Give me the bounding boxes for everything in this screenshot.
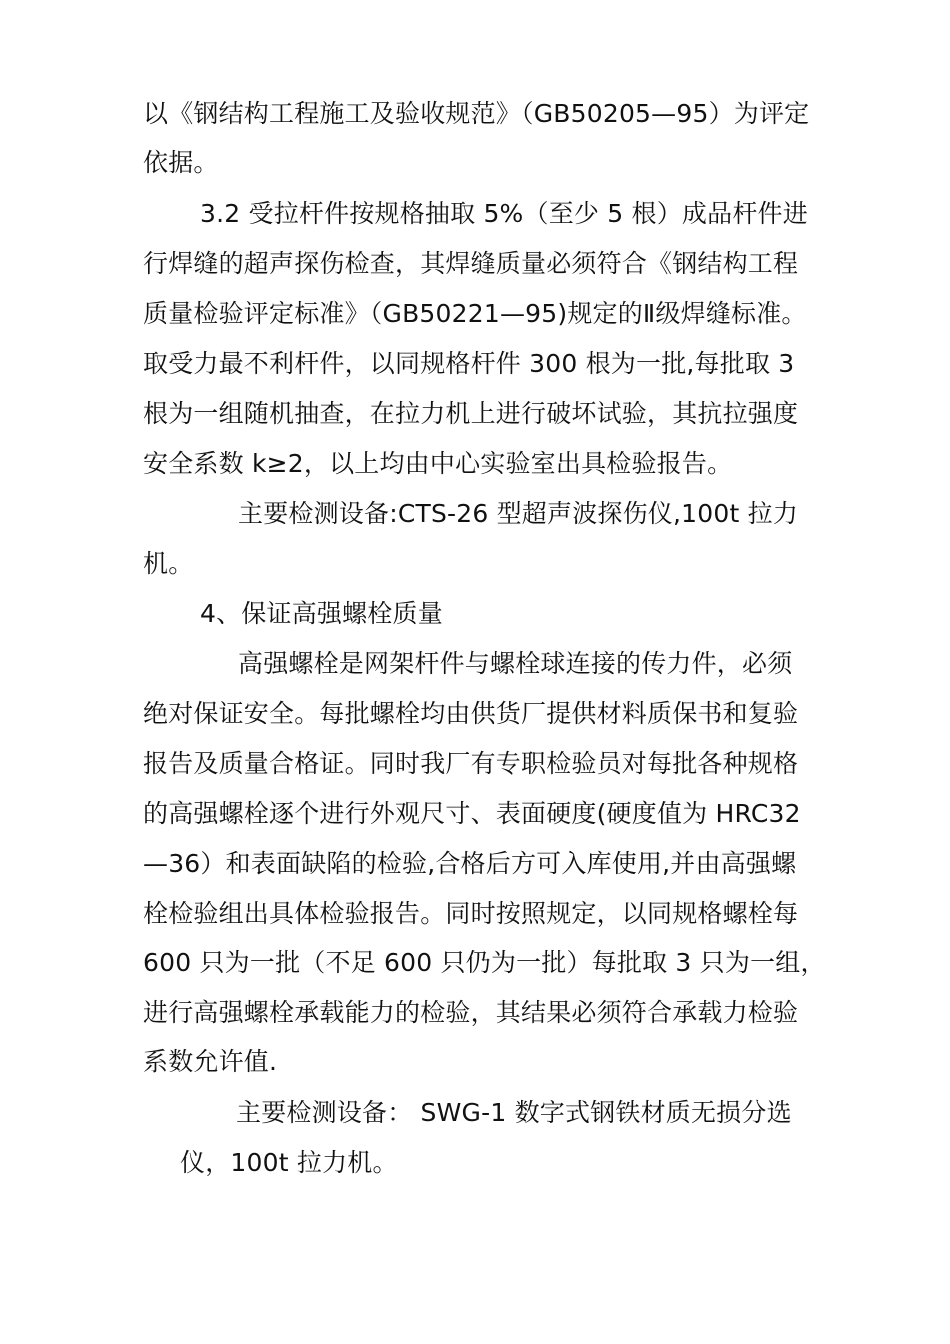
text-line: 仪，100t 拉力机。 [180, 1148, 398, 1177]
text-line: 绝对保证安全。每批螺栓均由供货厂提供材料质保书和复验 [143, 699, 799, 728]
text-line: 进行高强螺栓承载能力的检验，其结果必须符合承载力检验 [143, 998, 799, 1027]
text-line: 主要检测设备:CTS-26 型超声波探伤仪,100t 拉力 [238, 499, 799, 528]
text-line: 取受力最不利杆件，以同规格杆件 300 根为一批,每批取 3 [143, 349, 795, 378]
text-line: 质量检验评定标准》（GB50221—95)规定的Ⅱ级焊缝标准。 [143, 299, 807, 328]
text-line: 3.2 受拉杆件按规格抽取 5%（至少 5 根）成品杆件进 [200, 199, 808, 228]
text-line: 安全系数 k≥2，以上均由中心实验室出具检验报告。 [143, 449, 733, 478]
text-line: 系数允许值. [143, 1047, 278, 1076]
text-line: 机。 [143, 549, 194, 578]
text-line: 以《钢结构工程施工及验收规范》（GB50205—95）为评定 [143, 99, 810, 128]
text-line: 根为一组随机抽查，在拉力机上进行破坏试验，其抗拉强度 [143, 399, 799, 428]
text-line: 行焊缝的超声探伤检查，其焊缝质量必须符合《钢结构工程 [143, 249, 799, 278]
text-line: 依据。 [143, 148, 219, 177]
text-line: 报告及质量合格证。同时我厂有专职检验员对每批各种规格 [143, 749, 799, 778]
text-line: 600 只为一批（不足 600 只仍为一批）每批取 3 只为一组， [143, 948, 826, 977]
text-line: 主要检测设备： SWG-1 数字式钢铁材质无损分选 [236, 1098, 792, 1127]
text-line: 高强螺栓是网架杆件与螺栓球连接的传力件，必须 [238, 649, 793, 678]
section-heading: 4、保证高强螺栓质量 [200, 599, 443, 628]
text-line: —36）和表面缺陷的检验,合格后方可入库使用,并由高强螺 [143, 849, 797, 878]
text-line: 栓检验组出具体检验报告。同时按照规定，以同规格螺栓每 [143, 899, 799, 928]
text-line: 的高强螺栓逐个进行外观尺寸、表面硬度(硬度值为 HRC32 [143, 799, 801, 828]
